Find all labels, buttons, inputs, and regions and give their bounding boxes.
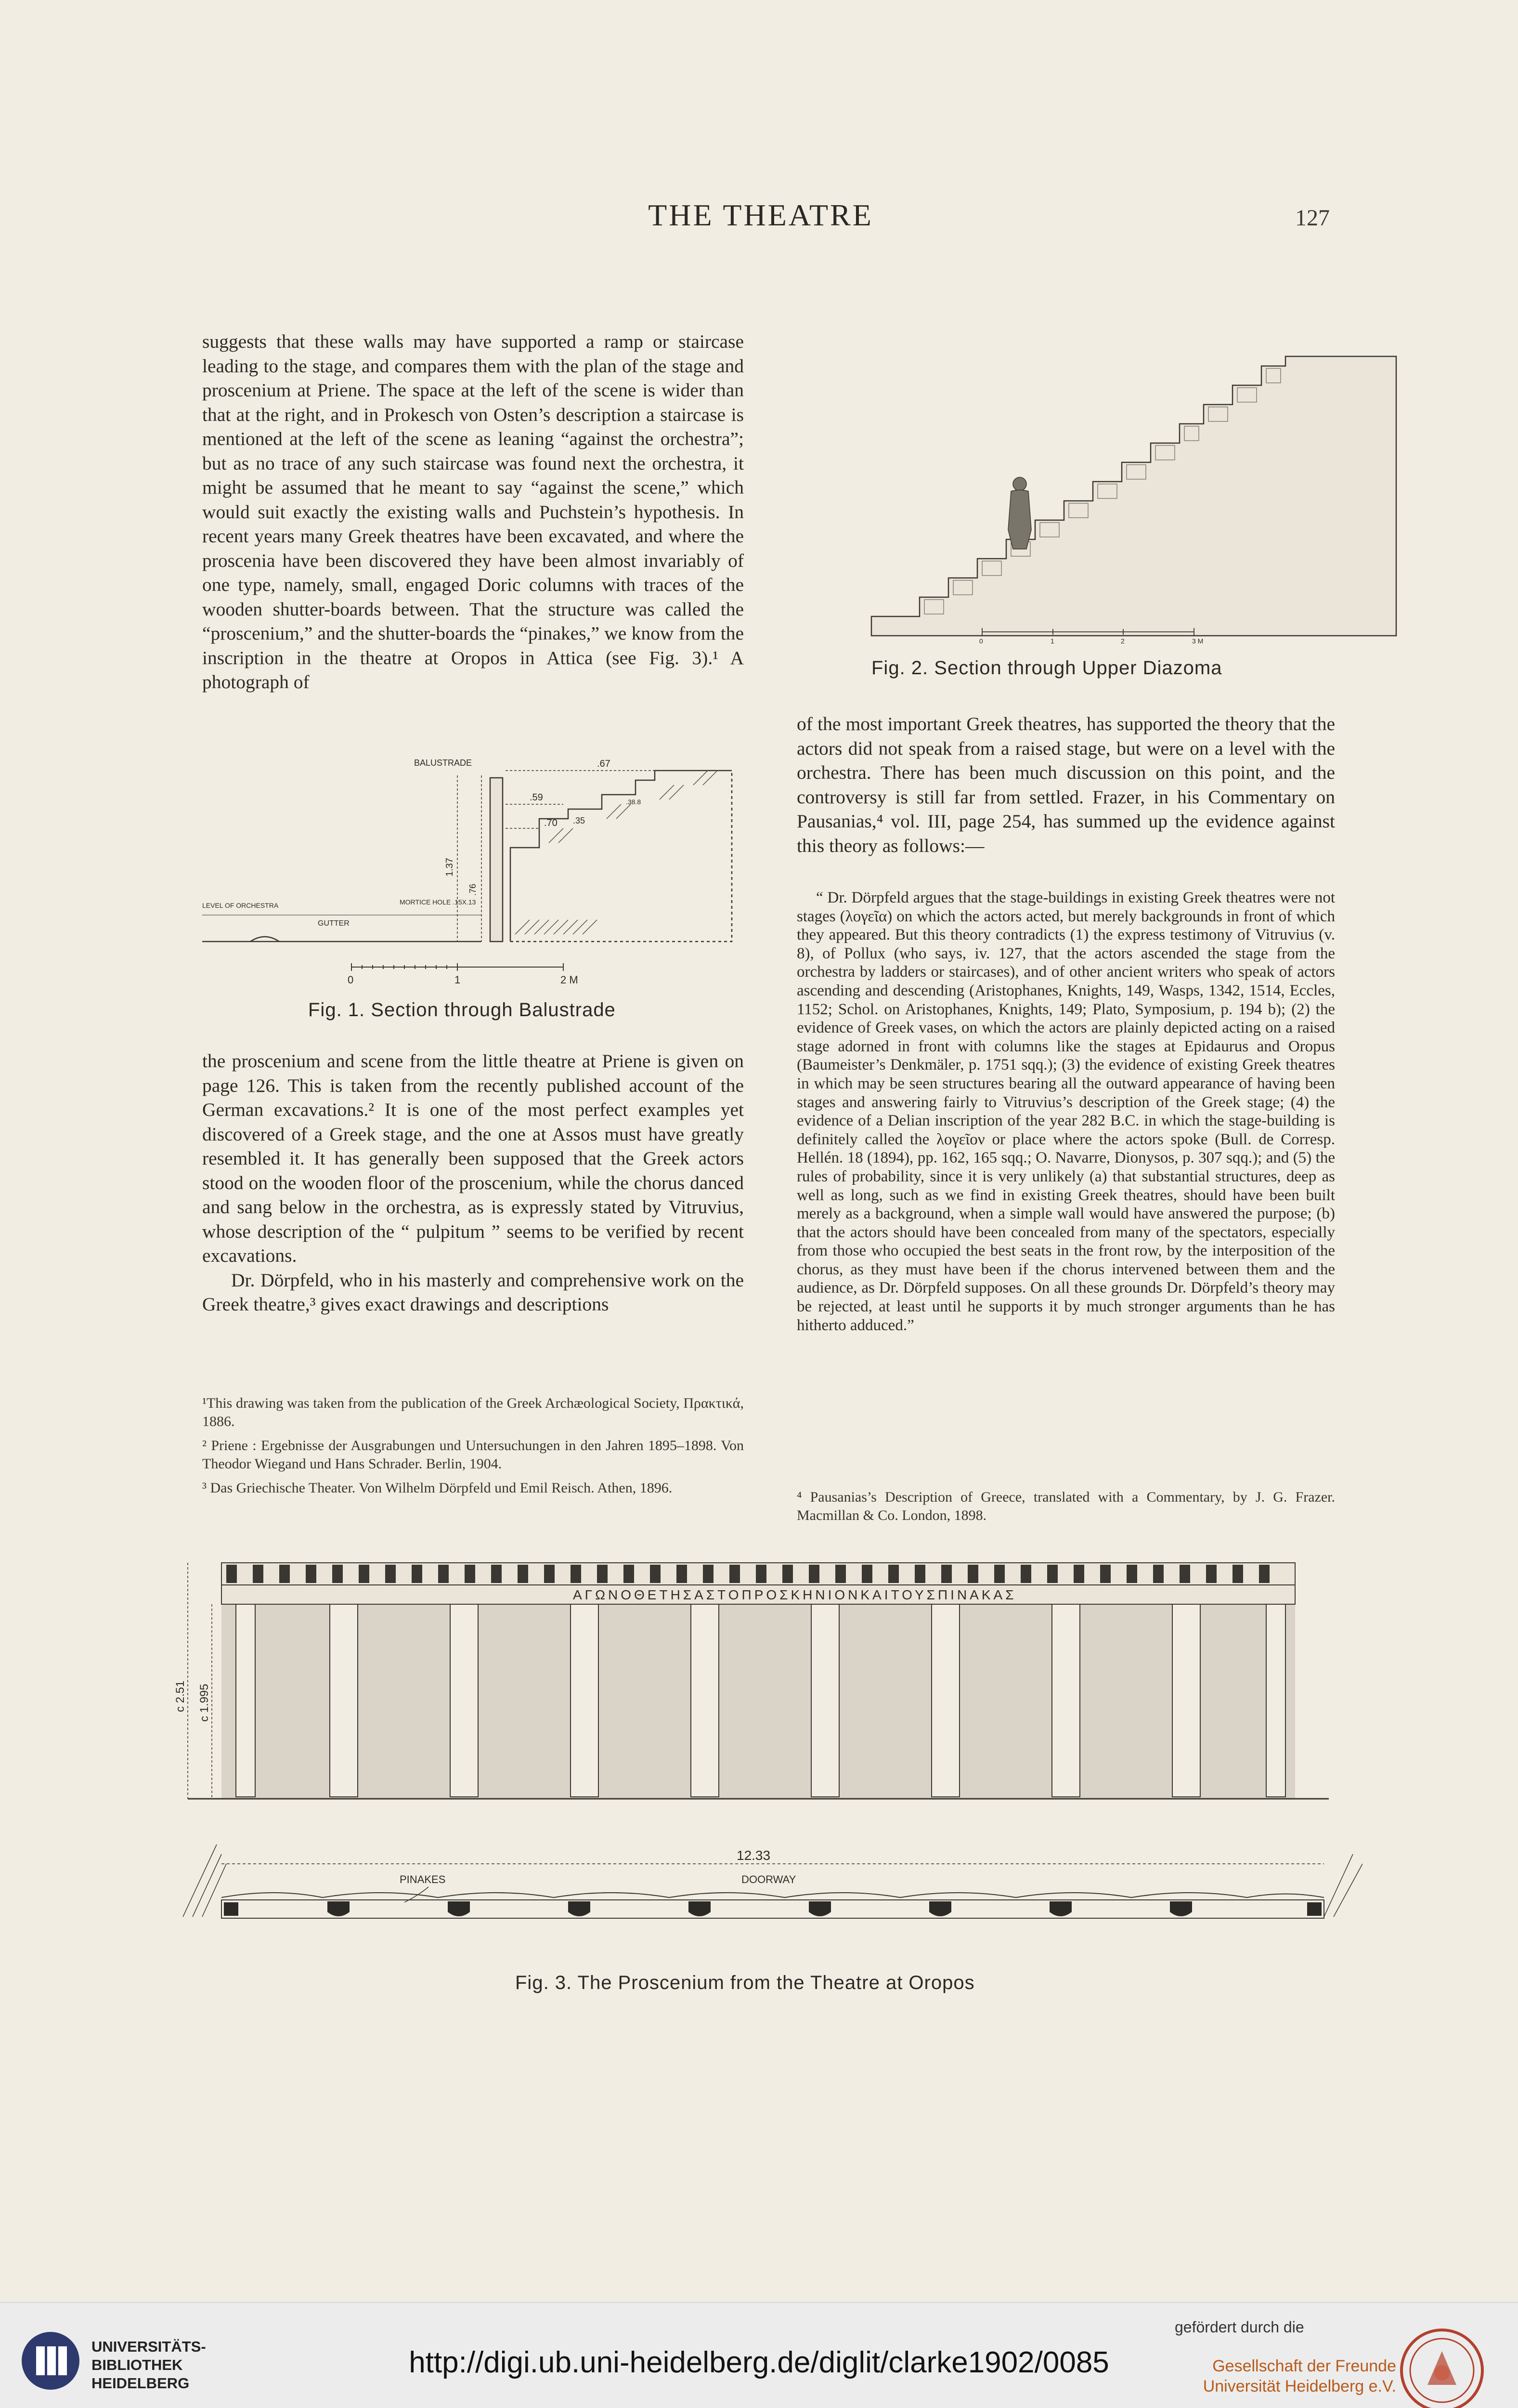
left-column-top xyxy=(202,329,744,694)
fig1-label-gutter: GUTTER xyxy=(318,919,350,928)
right-paragraph-1: of the most important Greek theatres, has supported the theory that the actors did not speak from a raised stage, but were on a level with the orchestra. There has been much discussion on this point, and the controversy is still far from settled. Frazer, in his Commentary on Pausanias,⁴ vol. III, page 254, has summed up the evidence against this theory as follows:— xyxy=(797,713,1335,856)
fig2-scale-1: 1 xyxy=(1051,637,1054,645)
seat-profile xyxy=(510,771,732,942)
running-head: THE THEATRE xyxy=(648,198,873,232)
pinakes-wall xyxy=(221,1893,1324,1898)
fig1-label-seat: .38.8 xyxy=(626,798,641,806)
left-column-bottom xyxy=(202,1049,744,1317)
fig1-scale-0: 0 xyxy=(348,974,354,986)
balustrade-post xyxy=(490,778,503,942)
fig1-label-balustrade: BALUSTRADE xyxy=(414,758,472,768)
fig3-width-total: 12.33 xyxy=(737,1848,771,1863)
fig3-inscription: ΑΓΩΝΟΘΕΤΗΣΑΣΤΟΠΡΟΣΚΗΝΙΟΝΚΑΙΤΟΥΣΠΙΝΑΚΑΣ xyxy=(573,1587,1017,1602)
fig3-label-pinakes: PINAKES xyxy=(400,1873,446,1885)
left-paragraph-2: the proscenium and scene from the little theatre at Priene is given on page 126. This is taken from the recently published account of the German excavations.² It is one of the most perfect examples yet discovered of a Greek stage, and the one at Assos must have greatly resembled it. It has generally been supposed that the Greek actors stood on the wooden floor of the proscenium, while the chorus danced and sang below in the orchestra, as is expressly stated by Vitruvius, whose description of the “ pulpitum ” seems to be verified by recent excavations. xyxy=(202,1050,744,1266)
footnote-2: ² Priene : Ergebnisse der Ausgrabungen und Untersuchungen in den Jahren 1895–1898. Von Theodor Wiegand und Hans Schrader. Berlin, 1904. xyxy=(202,1438,744,1472)
footnote-4: ⁴ Pausanias’s Description of Greece, translated with a Commentary, by J. G. Frazer. Macmillan & Co. London, 1898. xyxy=(797,1489,1335,1523)
fig3-label-doorway: DOORWAY xyxy=(741,1873,796,1885)
right-column xyxy=(797,712,1335,858)
permalink[interactable]: http://digi.ub.uni-heidelberg.de/diglit/clarke1902/0085 xyxy=(409,2346,1109,2379)
fig1-label-70: .70 xyxy=(544,818,558,828)
digitization-footer xyxy=(0,2302,1518,2408)
gutter xyxy=(250,937,279,942)
fig1-label-mortice: MORTICE HOLE .15X.13 xyxy=(400,898,476,906)
diazoma-steps xyxy=(871,356,1396,636)
page-number: 127 xyxy=(1295,205,1330,231)
left-paragraph-3: Dr. Dörpfeld, who in his masterly and comprehensive work on the Greek theatre,³ gives exact drawings and descriptions xyxy=(202,1269,744,1315)
standing-figure xyxy=(1008,477,1031,549)
fig1-label-level: LEVEL OF ORCHESTRA xyxy=(202,902,279,909)
footnote-1: ¹This drawing was taken from the publication of the Greek Archæological Society, Πρακτικά, 1886. xyxy=(202,1395,744,1429)
left-footnotes xyxy=(202,1394,744,1503)
fig2-caption: Fig. 2. Section through Upper Diazoma xyxy=(871,657,1222,679)
fig1-label-76: .76 xyxy=(468,883,478,896)
fig1-scale-2: 2 M xyxy=(560,974,578,986)
funded-by-label: gefördert durch die xyxy=(1175,2318,1304,2336)
fig1-caption: Fig. 1. Section through Balustrade xyxy=(308,999,616,1021)
fig2-upper-diazoma-section xyxy=(867,327,1406,645)
fig2-scale-0: 0 xyxy=(979,637,983,645)
university-library-name: UNIVERSITÄTS- BIBLIOTHEK HEIDELBERG xyxy=(91,2338,206,2392)
fig2-scale-3: 3 M xyxy=(1192,637,1204,645)
fig3-height-total: c 2.51 xyxy=(174,1680,187,1712)
frazer-quote xyxy=(797,889,1335,1335)
fig1-label-59: .59 xyxy=(530,792,543,803)
fig1-scale-1: 1 xyxy=(454,974,461,986)
fig3-proscenium-plan xyxy=(178,1835,1362,1960)
fig2-scale-2: 2 xyxy=(1121,637,1125,645)
fig3-caption: Fig. 3. The Proscenium from the Theatre at Oropos xyxy=(515,1972,975,1993)
left-paragraph-1: suggests that these walls may have supported a ramp or staircase leading to the stage, and compares them with the plan of the stage and proscenium at Priene. The space at the left of the scene is wider than that at the right, and in Prokesch von Osten’s description a staircase is mentioned at the left of the scene as leaning “against the orchestra”; but as no trace of any such staircase was found next the orchestra, it might be assumed that he meant to say “against the scene,” which would suit exactly the existing walls and Puchstein’s hypothesis. In recent years many Greek theatres have been excavated, and where the proscenia have been discovered they have been almost invariably of one type, namely, small, engaged Doric columns with traces of the wooden shutter-boards between. That the structure was called the “proscenium,” and the shutter-boards the “pinakes,” we know from the inscription in the theatre at Oropos in Attica (see Fig. 3).¹ A photograph of xyxy=(202,331,744,693)
fig3-proscenium-elevation xyxy=(173,1558,1329,1813)
fig3-height-column: c 1.995 xyxy=(198,1684,211,1722)
fig1-label-67: .67 xyxy=(597,759,610,769)
society-name: Gesellschaft der Freunde Universität Heidelberg e.V. xyxy=(1203,2357,1396,2395)
right-footnote xyxy=(797,1488,1335,1531)
university-seal-icon xyxy=(1399,2327,1485,2408)
fig1-label-137: 1.37 xyxy=(444,858,455,877)
footnote-3: ³ Das Griechische Theater. Von Wilhelm Dörpfeld und Emil Reisch. Athen, 1896. xyxy=(202,1480,673,1496)
fig1-balustrade-section xyxy=(193,751,751,992)
frazer-quote-text: “ Dr. Dörpfeld argues that the stage-buildings in existing Greek theatres were not stages (λογεῖα) on which the actors acted, but merely backgrounds in front of which they appeared. But this theory contradicts (1) the express testimony of Vitruvius (v. 8), of Pollux (who says, iv. 127, that the actors ascended the stage from the orchestra by ladders or staircases), and of other ancient writers who speak of actors ascending and descending (Aristophanes, Knights, 149, Wasps, 1342, 1514, Eccles, 1152; Schol. on Aristophanes, Knights, 149; Plato, Symposium, p. 194 b); (2) the evidence of Greek vases, on which the actors are plainly depicted acting on a raised stage adorned in front with columns like the stages at Epidaurus and Oropus (Baumeister’s Denkmäler, p. 1751 sqq.); (3) the evidence of existing Greek theatres in which may be seen structures bearing all the outward appearance of having been stages and answering fairly to Vitruvius’s description of the Greek stage; (4) the evidence of a Delian inscription of the year 282 B.C. in which the stage-building is definitely called the λογεῖον or place where the actors spoke (Bull. de Corresp. Hellén. 18 (1894), pp. 162, 165 sqq.; O. Navarre, Dionysos, p. 307 sqq.); and (5) the rules of probability, since it is very unlikely (a) that substantial structures, deep as well as long, such as we find in existing Greek theatres, should have been built merely as a background, when a simple wall would have answered the purpose; (b) that the actors should have been concealed from many of the spectators, especially from those who occupied the best seats in the front row, by the interposition of the chorus, as they must have been if the chorus intervened between them and the audience, as Dr. Dörpfeld supposes. On all these grounds Dr. Dörpfeld’s theory may be rejected, at least until he supports it by much stronger arguments than he has hitherto adduced.” xyxy=(797,889,1335,1334)
fig1-label-35: .35 xyxy=(573,816,585,825)
